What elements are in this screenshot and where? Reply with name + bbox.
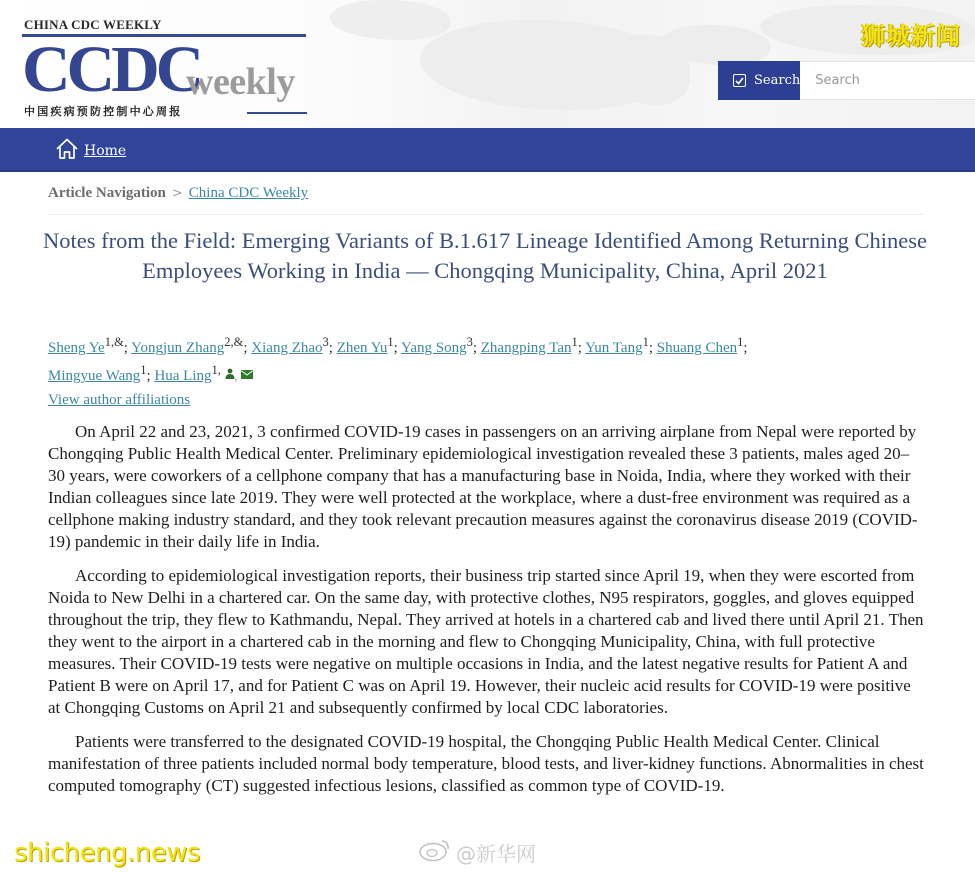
- author-link[interactable]: Hua Ling: [154, 368, 212, 384]
- author-affiliation-sup: 1,&: [104, 335, 124, 349]
- author-link[interactable]: Mingyue Wang: [48, 368, 141, 384]
- logo-chinese-text: 中国疾病预防控制中心周报: [24, 105, 183, 118]
- home-link[interactable]: [55, 137, 126, 165]
- author-affiliation-sup: 1: [140, 363, 147, 377]
- view-author-affiliations-link[interactable]: View author affiliations: [48, 392, 191, 408]
- author-entry: Zhen Yu$^1$;: [336, 335, 398, 356]
- watermark-xinhua-text: @新华网: [456, 842, 536, 866]
- logo-top-text: CHINA CDC WEEKLY: [24, 17, 162, 32]
- author-link[interactable]: Yun Tang: [585, 340, 643, 356]
- author-entry: Yun Tang$^1$;: [585, 335, 653, 356]
- author-entry: Zhangping Tan$^1$;: [480, 335, 582, 356]
- search-button[interactable]: [718, 61, 800, 100]
- article-paragraph: Patients were transferred to the designated COVID-19 hospital, the Chongqing Public Health Medical Center. Clinical manifestation of three patients included normal body temperature, blood tests, and liver-kidney functions. Abnormalities in chest computed tomography (CT) suggested infectious lesions, classified as common type of COVID-19.: [48, 732, 924, 795]
- breadcrumb-label: Article Navigation: [48, 185, 166, 201]
- author-entry: Mingyue Wang$^1$;: [48, 363, 151, 384]
- divider: [48, 214, 924, 215]
- author-entry: Sheng $Ye^{1,\&}$;: [48, 335, 128, 356]
- mail-icon[interactable]: [241, 364, 253, 386]
- home-icon: [55, 137, 79, 165]
- author-affiliation-sup: 1,: [211, 363, 221, 377]
- logo-main-text: CCDC: [22, 33, 201, 106]
- author-affiliation-sup: 3: [322, 335, 329, 349]
- site-header: [0, 0, 975, 128]
- author-entry: Hua Ling$^{1,}$ ,: [154, 368, 252, 384]
- watermark-top-right: 狮城新闻: [861, 22, 961, 50]
- author-entry: Shuang Chen$^1$;: [656, 335, 748, 356]
- author-affiliation-sup: 3: [466, 335, 473, 349]
- person-icon[interactable]: [225, 364, 235, 386]
- search-bar: [718, 61, 975, 100]
- article-paragraph: On April 22 and 23, 2021, 3 confirmed COVID-19 cases in passengers on an arriving airplane from Nepal were reported by Chongqing Public Health Medical Center. Preliminary epidemiological investigation revealed these 3 patients, males aged 20–30 years, were coworkers of a cellphone company that has a manufacturing base in Noida, India, where they worked with their Indian colleagues since late 2019. They were well protected at the workplace, where a dust-free environment was required as a cellphone making industry standard, and they took relevant precaution measures against the coronavirus disease 2019 (COVID-19) pandemic in their daily life in India.: [48, 422, 918, 551]
- search-button-label: Search: [754, 73, 801, 88]
- author-affiliation-sup: 1: [387, 335, 394, 349]
- author-link[interactable]: Sheng Ye: [48, 340, 105, 356]
- article-title: Notes from the Field: Emerging Variants of B.1.617 Lineage Identified Among Returning Chinese Employees Working in India — Chongqing Municipality, China, April 2021: [42, 228, 927, 283]
- author-link[interactable]: Yang Song: [401, 340, 467, 356]
- author-link[interactable]: Shuang Chen: [656, 340, 738, 356]
- author-entry: Yongjun Zhang$^{2,\&}$;: [131, 335, 248, 356]
- watermark-bottom-left: shicheng.news: [14, 838, 201, 868]
- home-label: Home: [84, 143, 127, 159]
- article-paragraph: According to epidemiological investigation reports, their business trip started since April 19, when they were escorted from Noida to New Delhi in a chartered car. On the same day, with protective clothes, N95 respirators, goggles, and gloves equipped throughout the trip, they flew to Kathmandu, Nepal. They arrived at hotels in a chartered cab and lived there until April 21. Then they went to the airport in a chartered cab in the morning and flew to Chongqing Municipality, China, with full protective measures. Their COVID-19 tests were negative on multiple occasions in India, and the latest negative results for Patient A and Patient B were on April 17, and for Patient C was on April 19. However, their nucleic acid results for COVID-19 were positive at Chongqing Customs on April 21 and subsequently confirmed by local CDC laboratories.: [48, 566, 924, 717]
- checkbox-icon: [733, 74, 746, 87]
- article-body: [48, 421, 924, 809]
- author-link[interactable]: Zhen Yu: [336, 340, 388, 356]
- world-map-background: [330, 0, 450, 40]
- author-affiliation-sup: 2,&: [224, 335, 244, 349]
- breadcrumb-separator: >: [171, 186, 183, 201]
- site-logo[interactable]: [22, 16, 312, 120]
- author-affiliation-sup: 1: [642, 335, 649, 349]
- logo-sub-text: weekly: [186, 61, 295, 103]
- main-navbar: [0, 128, 975, 172]
- breadcrumb: [48, 185, 308, 202]
- breadcrumb-link-journal[interactable]: China CDC Weekly: [188, 185, 309, 201]
- author-affiliation-sup: 1: [737, 335, 744, 349]
- author-affiliation-sup: 1: [571, 335, 578, 349]
- author-entry: Xiang Zhao$^3$;: [251, 335, 333, 356]
- author-link[interactable]: Xiang Zhao: [251, 340, 323, 356]
- search-input[interactable]: [800, 61, 975, 100]
- watermark-bottom-center: [418, 838, 536, 867]
- author-link[interactable]: Yongjun Zhang: [131, 340, 225, 356]
- author-list: [48, 331, 928, 411]
- author-entry: Yang Song$^3$;: [401, 335, 478, 356]
- author-link[interactable]: Zhangping Tan: [480, 340, 572, 356]
- logo-rule: [247, 112, 307, 114]
- weibo-icon: [418, 838, 452, 867]
